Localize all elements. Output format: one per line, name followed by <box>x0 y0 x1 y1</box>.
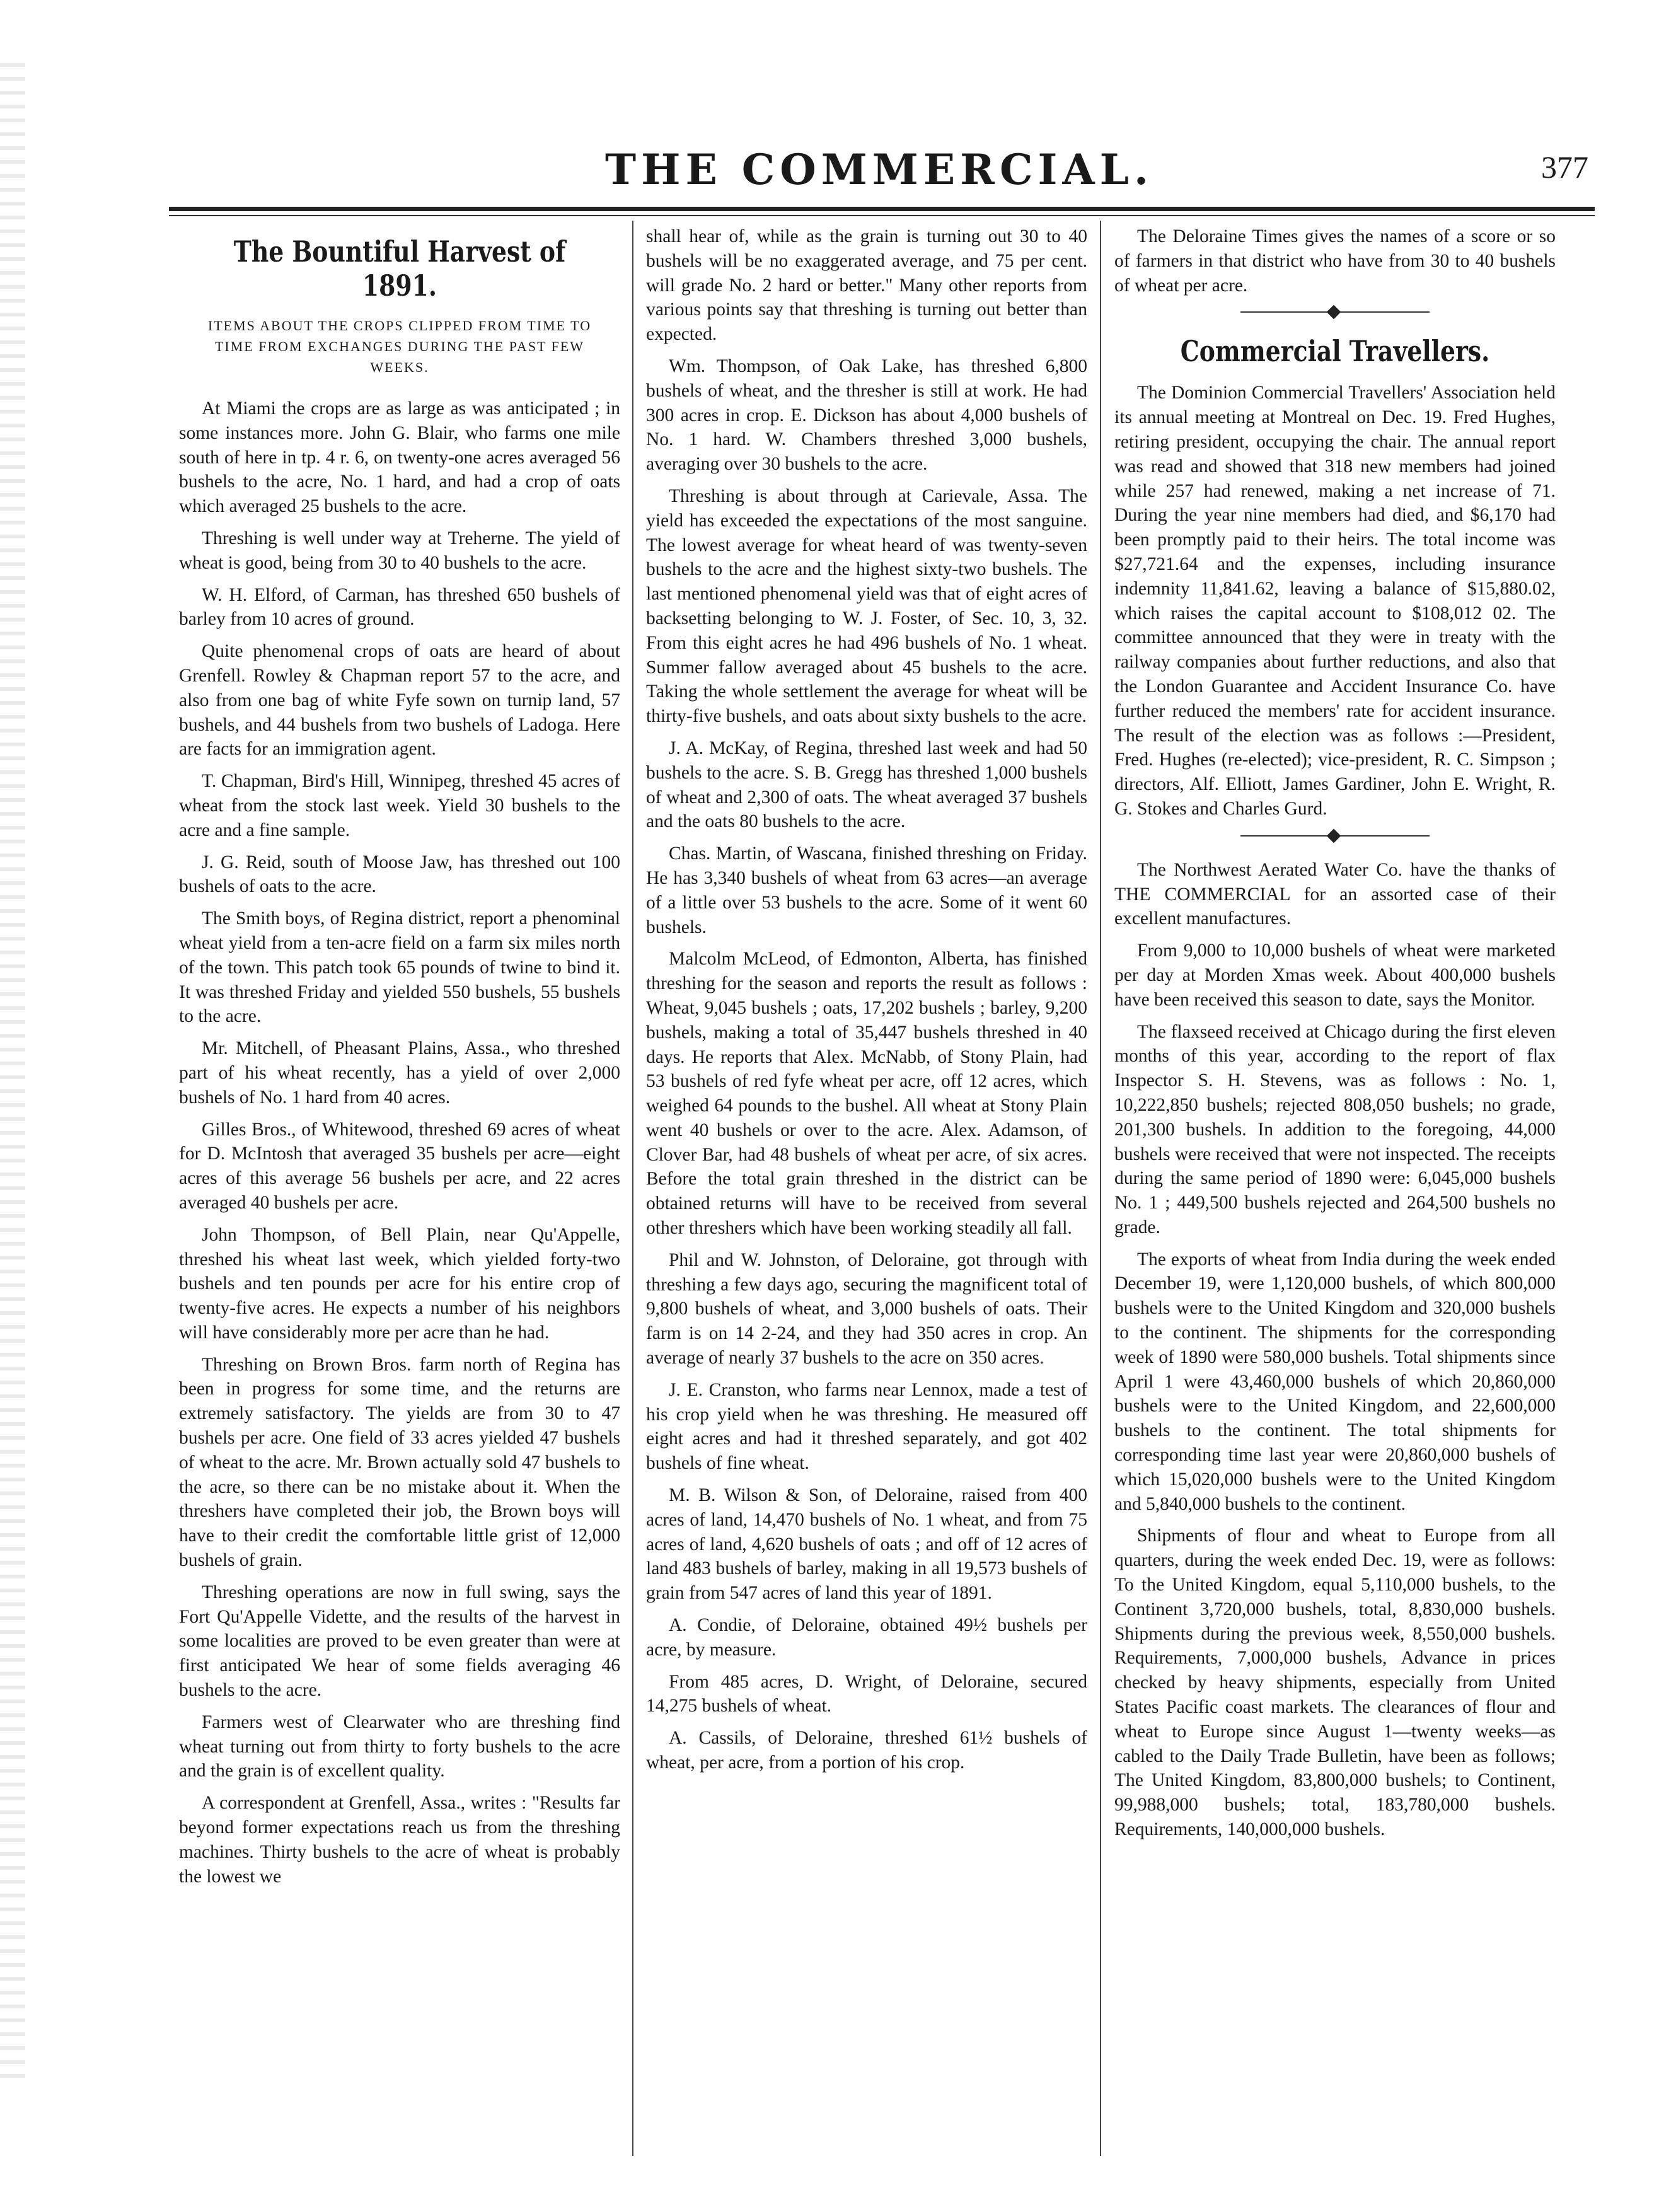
paragraph: Farmers west of Clearwater who are threshing find wheat turning out from thirty to forty bushels to the acre and the grain is of excellent quality. <box>179 1711 620 1781</box>
scan-margin-artifact <box>0 63 25 2080</box>
header-rule-thin <box>169 215 1595 216</box>
paragraph: Shipments of flour and wheat to Europe from all quarters, during the week ended Dec. 19, were as follows: To the United Kingdom, equal 5,110,000 bushels, to the Continent 3,720,000 bushels, total, 8,830,000 bushels. Shipments during the previous week, 8,550,000 bushels. Requirements, 7,000,000 bushels, Advance in prices checked by heavy shipments, especially from United States Pacific coast markets. The clearances of flour and wheat to Europe since August 1—twenty weeks—as cabled to the Daily Trade Bulletin, have been as follows; The United Kingdom, 83,800,000 bushels; to Continent, 99,988,000 bushels; total, 183,780,000 bushels. Requirements, 140,000,000 bushels. <box>1114 1526 1556 1840</box>
paragraph: J. G. Reid, south of Moose Jaw, has threshed out 100 bushels of oats to the acre. <box>179 852 620 897</box>
paragraph: W. H. Elford, of Carman, has threshed 650 bushels of barley from 10 acres of ground. <box>179 584 620 630</box>
column-divider <box>1100 221 1101 2156</box>
paragraph: John Thompson, of Bell Plain, near Qu'Appelle, threshed his wheat last week, which yielded forty-two bushels and ten pounds per acre for his entire crop of twenty-five acres. He expects a number of his neighbors will have considerably more per acre than he had. <box>179 1224 620 1343</box>
paragraph: The Smith boys, of Regina district, report a phenominal wheat yield from a ten-acre field on a farm six miles north of the town. This patch took 65 pounds of twine to bind it. It was threshed Friday and yielded 550 bushels, 55 bushels to the acre. <box>179 908 620 1027</box>
paragraph: T. Chapman, Bird's Hill, Winnipeg, threshed 45 acres of wheat from the stock last week. Yield 30 bushels to the acre and a fine sample. <box>179 771 620 840</box>
paragraph: Threshing is about through at Carievale, Assa. The yield has exceeded the expectations of the most sanguine. The lowest average for wheat heard of was twenty-seven bushels to the acre and the highest sixty-two bushels. The last mentioned phenomenal yield was that of eight acres of backsetting belonging to W. J. Foster, of Sec. 10, 3, 32. From this eight acres he had 496 bushels of No. 1 wheat. Summer fallow averaged about 45 bushels to the acre. Taking the whole settlement the average for wheat will be thirty-five bushels, and oats about sixty bushels to the acre. <box>646 485 1087 727</box>
section-ornament <box>1114 829 1556 842</box>
paragraph: Quite phenomenal crops of oats are heard of about Grenfell. Rowley & Chapman report 57 to the acre, and also from one bag of white Fyfe sown on turnip land, 57 bushels, and 44 bushels from two bushels of Ladoga. Here are facts for an immigration agent. <box>179 641 620 760</box>
paragraph: From 485 acres, D. Wright, of Deloraine, secured 14,275 bushels of wheat. <box>646 1671 1087 1717</box>
column-right <box>1114 224 1556 1850</box>
column-divider <box>632 221 633 2156</box>
header-rule-thick <box>169 207 1595 211</box>
paragraph: Chas. Martin, of Wascana, finished threshing on Friday. He has 3,340 bushels of wheat from 63 acres—an average of a little over 53 bushels to the acre. Some of it went 60 bushels. <box>646 843 1087 937</box>
page-number: 377 <box>1541 149 1588 185</box>
article-heading-harvest: The Bountiful Harvest of 1891. <box>233 235 566 303</box>
paragraph: From 9,000 to 10,000 bushels of wheat were marketed per day at Morden Xmas week. About 400,000 bushels have been received this season to date, says the Monitor. <box>1114 941 1556 1010</box>
paragraph: Threshing is well under way at Treherne. The yield of wheat is good, being from 30 to 40 bushels to the acre. <box>179 528 620 573</box>
paragraph: The exports of wheat from India during the week ended December 19, were 1,120,000 bushels, of which 800,000 bushels were to the United Kingdom and 320,000 bushels to the continent. The shipments for the corresponding week of 1890 were 580,000 bushels. Total shipments since April 1 were 43,460,000 bushels of which 20,860,000 bushels were to the United Kingdom, and 22,600,000 bushels to the continent. The total shipments for corresponding time last year were 20,860,000 bushels of which 15,020,000 bushels were to the United Kingdom and 5,840,000 bushels to the continent. <box>1114 1249 1556 1514</box>
paragraph: Mr. Mitchell, of Pheasant Plains, Assa., who threshed part of his wheat recently, has a yield of over 2,000 bushels of No. 1 hard from 40 acres. <box>179 1038 620 1108</box>
column-middle <box>646 224 1087 1783</box>
masthead <box>170 134 1588 194</box>
paragraph: The Deloraine Times gives the names of a score or so of farmers in that district who have from 30 to 40 bushels of wheat per acre. <box>1114 226 1556 296</box>
column-left <box>179 224 620 1896</box>
article-heading-travellers: Commercial Travellers. <box>1180 334 1490 369</box>
paragraph: The flaxseed received at Chicago during the first eleven months of this year, according to the report of flax Inspector S. H. Stevens, was as follows : No. 1, 10,222,850 bushels; rejected 808,050 bushels; no grade, 201,300 bushels. In addition to the foregoing, 44,000 bushels were received that were not inspected. The receipts during the same period of 1890 were: 6,045,000 bushels No. 1 ; 449,500 bushels rejected and 264,500 bushels no grade. <box>1114 1021 1556 1237</box>
newspaper-title: THE COMMERCIAL. <box>604 145 1154 194</box>
article-subheading: ITEMS ABOUT THE CROPS CLIPPED FROM TIME TO TIME FROM EXCHANGES DURING THE PAST FEW WEEKS. <box>207 318 592 375</box>
paragraph: J. E. Cranston, who farms near Lennox, made a test of his crop yield when he was threshing. He measured off eight acres and had it threshed separately, and got 402 bushels of fine wheat. <box>646 1379 1087 1474</box>
paragraph: A. Cassils, of Deloraine, threshed 61½ bushels of wheat, per acre, from a portion of his crop. <box>646 1728 1087 1773</box>
paragraph: M. B. Wilson & Son, of Deloraine, raised from 400 acres of land, 14,470 bushels of No. 1 wheat, and from 75 acres of land, 4,620 bushels of oats ; and off of 12 acres of land 483 bushels of barley, making in all 19,573 bushels of grain from 547 acres of land this year of 1891. <box>646 1485 1087 1604</box>
paragraph: J. A. McKay, of Regina, threshed last week and had 50 bushels to the acre. S. B. Gregg has threshed 1,000 bushels of wheat and 2,300 of oats. The wheat averaged 37 bushels and the oats 80 bushels to the acre. <box>646 738 1087 832</box>
paragraph: A. Condie, of Deloraine, obtained 49½ bushels per acre, by measure. <box>646 1615 1087 1660</box>
paragraph: Malcolm McLeod, of Edmonton, Alberta, has finished threshing for the season and reports the result as follows : Wheat, 9,045 bushels ; oats, 17,202 bushels ; barley, 9,200 bushels, making a total of 35,447 bushels threshed in 40 days. He reports that Alex. McNabb, of Stony Plain, had 53 bushels of red fyfe wheat per acre, off 12 acres, which weighed 64 pounds to the bushel. All wheat at Stony Plain went 40 bushels or over to the acre. Alex. Adamson, of Clover Bar, had 48 bushels of wheat per acre, of six acres. Before the total grain threshed in the district can be obtained returns will have to be received from several other threshers which have been working steadily all fall. <box>646 949 1087 1239</box>
paragraph: The Dominion Commercial Travellers' Association held its annual meeting at Montreal on Dec. 19. Fred Hughes, retiring president, occupying the chair. The annual report was read and showed that 318 new members had joined while 257 had renewed, making a net increase of 71. During the year nine members had died, and $6,170 had been promptly paid to their heirs. The total income was $27,721.64 and the expenses, including insurance indemnity 11,841.62, leaving a balance of $15,880.02, which raises the capital account to $108,012 02. The committee announced that they were in treaty with the railway companies about further reductions, and also that the London Guarantee and Accident Insurance Co. have further reduced the members' rate for accident insurance. The result of the election was as follows :—President, Fred. Hughes (re-elected); vice-president, R. C. Simpson ; directors, Alf. Elliott, James Gardiner, John E. Wright, R. G. Stokes and Charles Gurd. <box>1114 383 1556 819</box>
paragraph: A correspondent at Grenfell, Assa., writes : "Results far beyond former expectations reach us from the threshing machines. Thirty bushels to the acre of wheat is probably the lowest we <box>179 1793 620 1887</box>
paragraph: At Miami the crops are as large as was anticipated ; in some instances more. John G. Blair, who farms one mile south of here in tp. 4 r. 6, on twenty-one acres averaged 56 bushels to the acre, No. 1 hard, and had a crop of oats which averaged 25 bushels to the acre. <box>179 398 620 517</box>
paragraph: The Northwest Aerated Water Co. have the thanks of THE COMMERCIAL for an assorted case of their excellent manufactures. <box>1114 859 1556 929</box>
paragraph: Threshing on Brown Bros. farm north of Regina has been in progress for some time, and the returns are extremely satisfactory. The yields are from 30 to 47 bushels per acre. One field of 33 acres yielded 47 bushels of wheat to the acre. Mr. Brown actually sold 47 bushels to the acre, so there can be no mistake about it. When the threshers have completed their job, the Brown boys will have to their credit the comfortable little grist of 12,000 bushels of grain. <box>179 1354 620 1571</box>
paragraph: Threshing operations are now in full swing, says the Fort Qu'Appelle Vidette, and the results of the harvest in some localities are proved to be even greater than were at first anticipated We hear of some fields averaging 46 bushels to the acre. <box>179 1582 620 1701</box>
paragraph: Wm. Thompson, of Oak Lake, has threshed 6,800 bushels of wheat, and the thresher is still at work. He had 300 acres in crop. E. Dickson has about 4,000 bushels of No. 1 hard. W. Chambers threshed 3,000 bushels, averaging over 30 bushels to the acre. <box>646 356 1087 475</box>
section-ornament <box>1114 305 1556 318</box>
paragraph: shall hear of, while as the grain is turning out 30 to 40 bushels will be no exaggerated average, and 75 per cent. will grade No. 2 hard or better." Many other reports from various points say that threshing is turning out better than expected. <box>646 226 1087 345</box>
paragraph: Gilles Bros., of Whitewood, threshed 69 acres of wheat for D. McIntosh that averaged 35 bushels per acre—eight acres of this average 56 bushels per acre, and 22 acres averaged 40 bushels per acre. <box>179 1119 620 1213</box>
paragraph: Phil and W. Johnston, of Deloraine, got through with threshing a few days ago, securing the magnificent total of 9,800 bushels of wheat, and 3,000 bushels of oats. Their farm is on 14 2-24, and they had 350 acres in crop. An average of nearly 37 bushels to the acre on 350 acres. <box>646 1249 1087 1369</box>
